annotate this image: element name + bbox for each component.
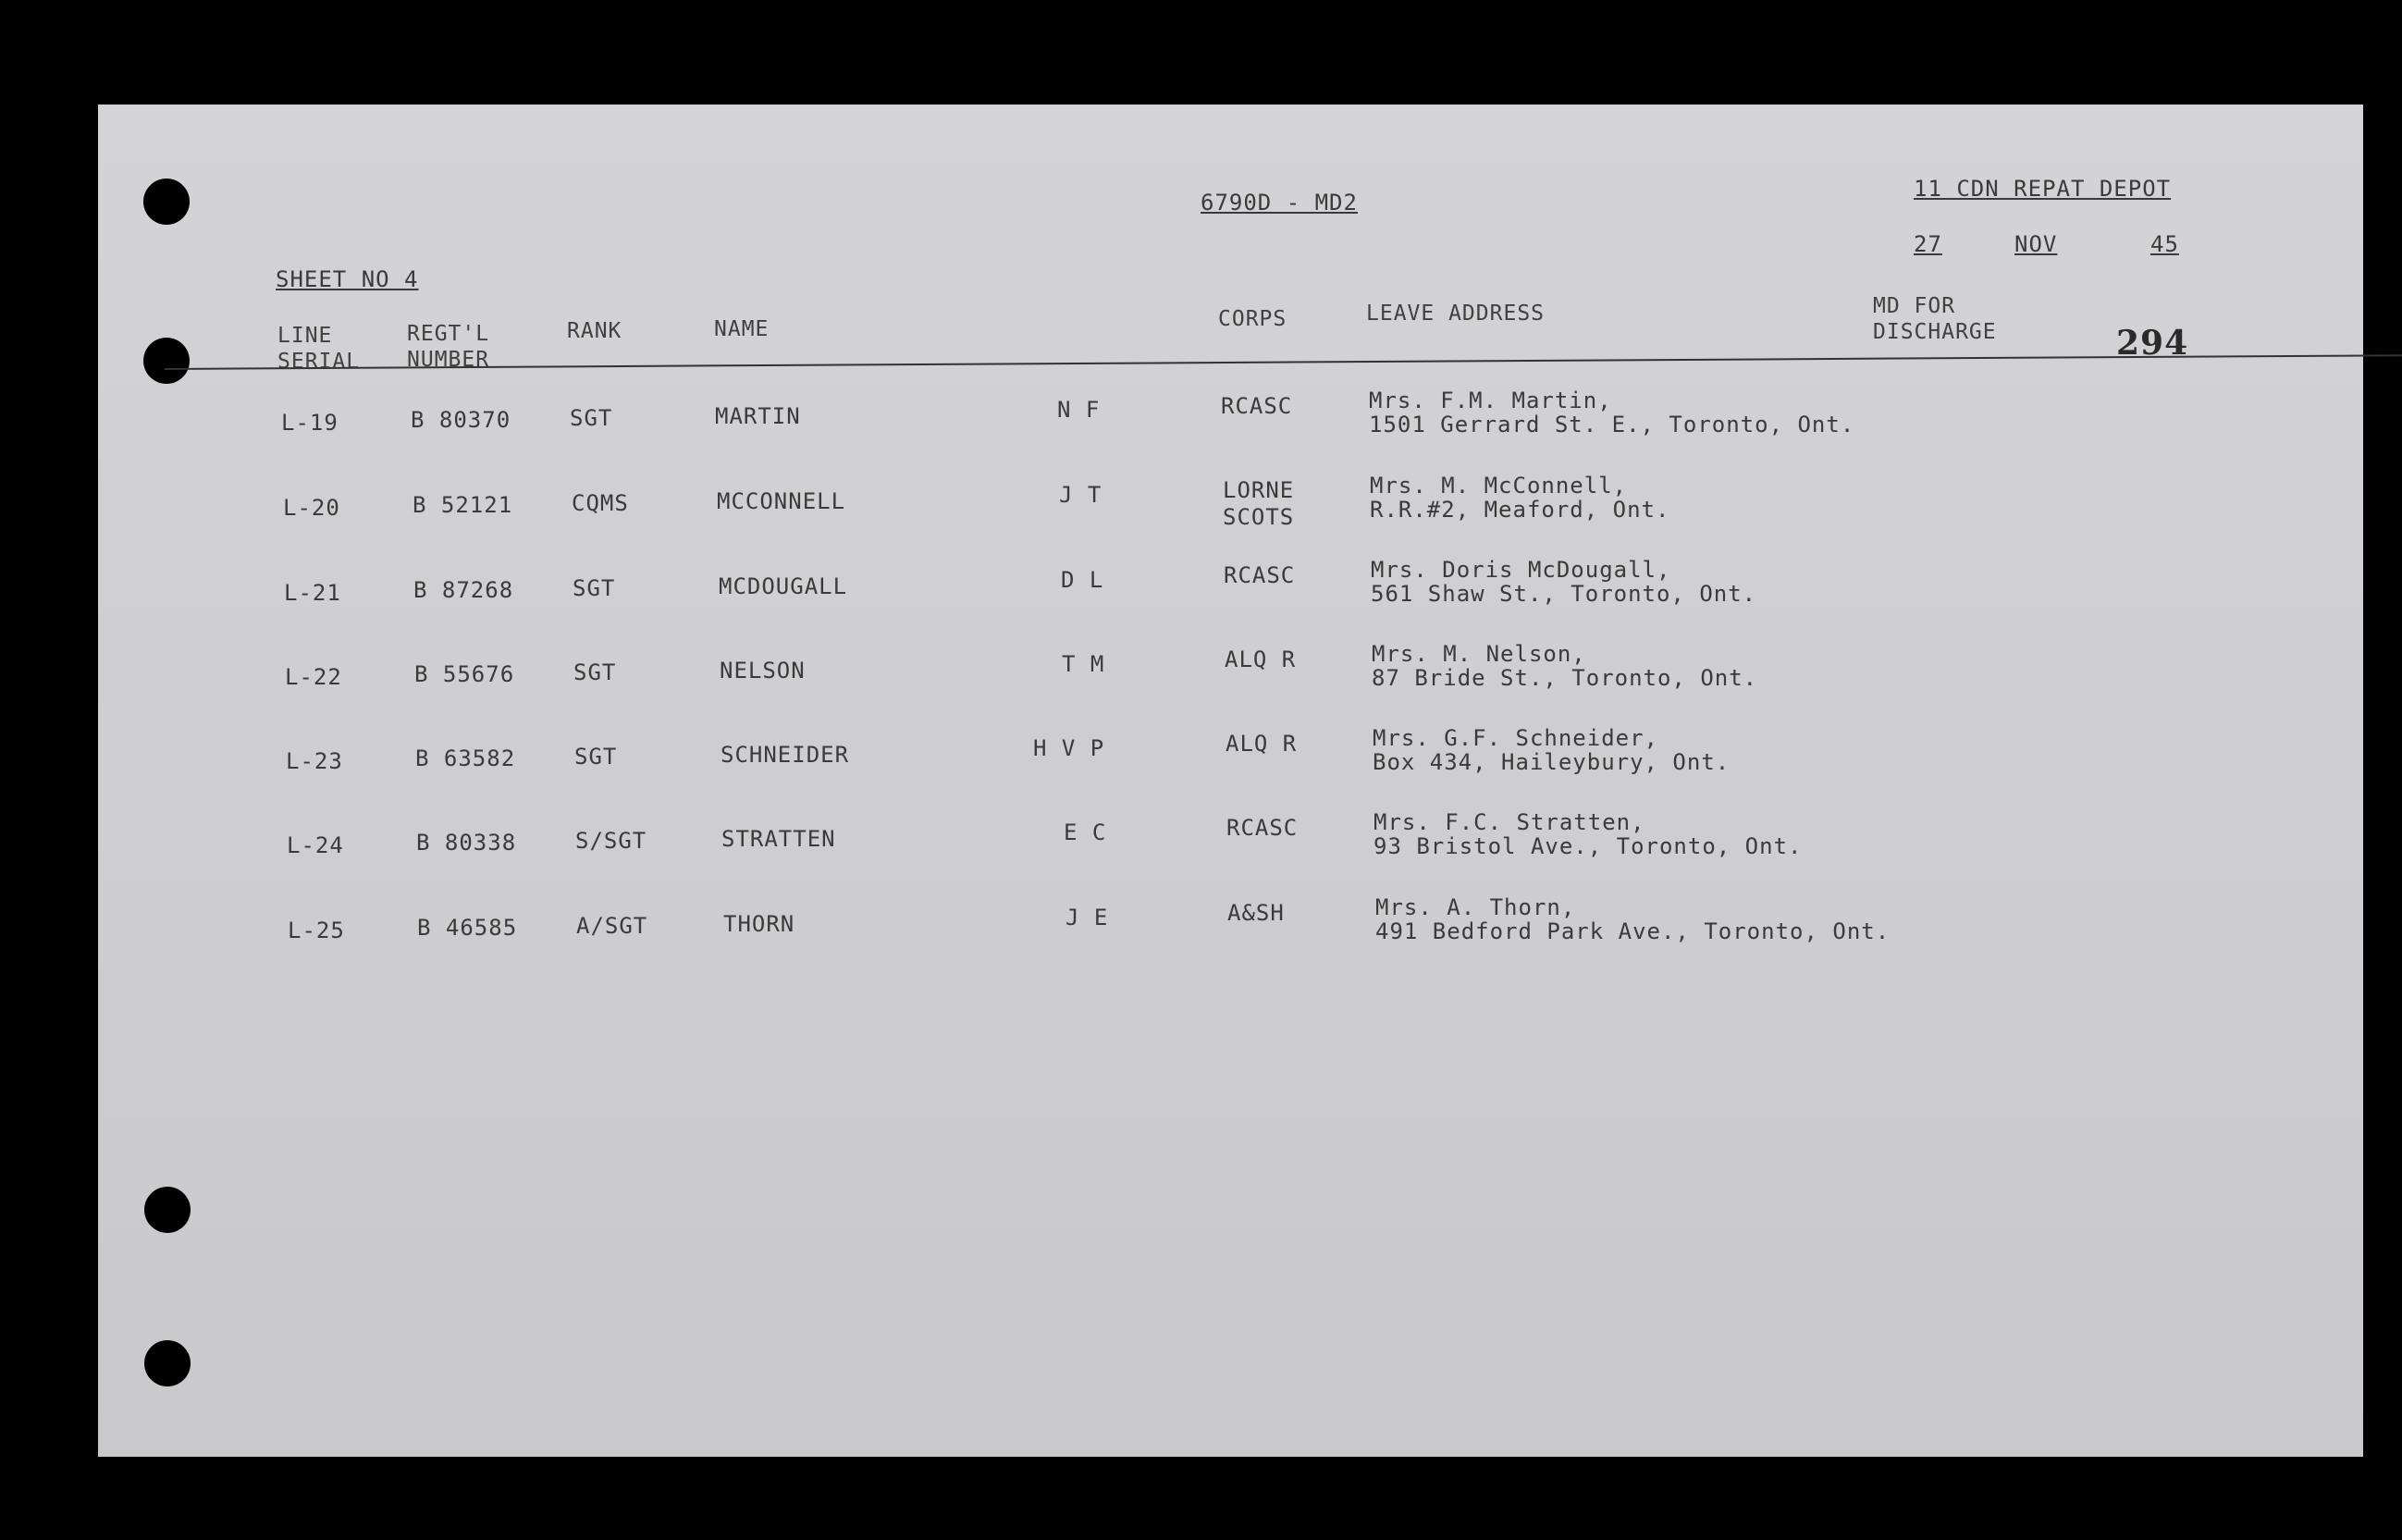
row-serial: L-21	[284, 580, 341, 606]
row-address	[1369, 388, 1854, 437]
date-day: 27	[1914, 231, 1942, 257]
row-address-line: Mrs. F.M. Martin,	[1369, 388, 1612, 413]
row-address	[1373, 810, 1802, 858]
row-corps	[1223, 477, 1294, 531]
col-rank: RANK	[567, 319, 622, 343]
file-reference: 6790D - MD2	[1201, 190, 1358, 216]
col-name: NAME	[714, 317, 770, 341]
col-serial-label: SERIAL	[277, 349, 361, 374]
row-number: B 52121	[413, 492, 513, 518]
row-name: STRATTEN	[721, 826, 836, 852]
row-name: MARTIN	[715, 403, 801, 429]
row-rank: A/SGT	[576, 913, 648, 939]
row-address	[1373, 726, 1730, 774]
row-corps-line: RCASC	[1224, 562, 1296, 588]
row-address-line: R.R.#2, Meaford, Ont.	[1370, 497, 1670, 523]
row-corps	[1226, 815, 1298, 842]
unit-name: 11 CDN REPAT DEPOT	[1914, 176, 2172, 202]
row-corps	[1227, 900, 1285, 927]
row-initials: N F	[1057, 397, 1101, 423]
row-corps-line: ALQ R	[1226, 731, 1298, 757]
row-serial: L-20	[283, 495, 340, 521]
binder-hole	[144, 1187, 191, 1233]
row-address-line: Mrs. A. Thorn,	[1375, 894, 1576, 920]
col-line-label: LINE	[277, 324, 333, 348]
row-number: B 80370	[411, 407, 511, 433]
row-address-line: 491 Bedford Park Ave., Toronto, Ont.	[1375, 918, 1891, 944]
row-rank: SGT	[573, 659, 617, 685]
row-address-line: Mrs. M. Nelson,	[1372, 641, 1586, 667]
row-corps-line: RCASC	[1226, 815, 1299, 841]
row-corps-line: ALQ R	[1225, 647, 1297, 672]
col-corps: CORPS	[1218, 307, 1287, 331]
row-corps-line: A&SH	[1227, 900, 1285, 926]
row-serial: L-23	[286, 748, 343, 774]
row-address-line: Mrs. Doris McDougall,	[1371, 557, 1671, 583]
row-address-line: 87 Bride St., Toronto, Ont.	[1372, 665, 1758, 691]
row-serial: L-24	[287, 832, 344, 858]
date-year: 45	[2150, 231, 2179, 257]
page-stamp: 294	[2116, 324, 2189, 363]
row-initials: J E	[1066, 905, 1109, 930]
row-address	[1371, 558, 1756, 606]
binder-hole	[144, 1340, 191, 1386]
row-serial: L-25	[288, 918, 345, 943]
sheet-number: SHEET NO 4	[276, 266, 419, 292]
date-month: NOV	[2014, 231, 2058, 257]
row-address-line: 561 Shaw St., Toronto, Ont.	[1371, 581, 1757, 607]
row-corps	[1221, 393, 1292, 420]
row-initials: T M	[1062, 651, 1105, 677]
row-name: THORN	[723, 911, 795, 937]
binder-hole	[143, 338, 190, 384]
col-regtl-label: REGT'L	[407, 322, 490, 346]
row-initials: J T	[1059, 482, 1102, 508]
row-serial: L-22	[285, 664, 342, 690]
row-address	[1375, 895, 1890, 943]
col-discharge-label: DISCHARGE	[1873, 319, 1997, 344]
row-corps-line: LORNE	[1223, 477, 1295, 503]
col-regtl-number	[407, 322, 489, 373]
row-rank: SGT	[573, 575, 616, 601]
row-corps	[1226, 731, 1297, 758]
binder-hole	[143, 179, 190, 225]
row-rank: SGT	[570, 405, 613, 431]
col-md-for-label: MD FOR	[1873, 294, 1956, 318]
row-number: B 55676	[414, 661, 515, 687]
row-name: SCHNEIDER	[721, 742, 850, 768]
row-address-line: Mrs. M. McConnell,	[1370, 473, 1628, 499]
row-corps-line: RCASC	[1221, 393, 1293, 419]
row-rank: CQMS	[572, 490, 629, 516]
row-rank: S/SGT	[575, 828, 647, 854]
row-number: B 80338	[416, 830, 517, 856]
col-number-label: NUMBER	[407, 347, 490, 372]
row-address-line: 1501 Gerrard St. E., Toronto, Ont.	[1369, 412, 1855, 437]
row-address-line: Mrs. G.F. Schneider,	[1373, 725, 1658, 751]
row-name: MCCONNELL	[717, 488, 846, 514]
row-corps	[1224, 562, 1295, 589]
row-name: NELSON	[720, 658, 806, 684]
row-number: B 63582	[415, 745, 516, 771]
row-address	[1370, 474, 1669, 522]
row-number: B 46585	[417, 915, 518, 941]
row-initials: E C	[1064, 819, 1107, 845]
row-serial: L-19	[281, 410, 339, 436]
row-corps	[1225, 647, 1296, 673]
row-address	[1372, 642, 1757, 690]
row-name: MCDOUGALL	[719, 573, 848, 599]
row-initials: H V P	[1033, 735, 1105, 761]
row-address-line: 93 Bristol Ave., Toronto, Ont.	[1373, 833, 1803, 859]
row-address-line: Mrs. F.C. Stratten,	[1373, 809, 1645, 835]
row-number: B 87268	[413, 577, 514, 603]
row-initials: D L	[1061, 567, 1104, 593]
col-leave-address: LEAVE ADDRESS	[1366, 302, 1546, 326]
col-md-for-discharge	[1873, 294, 1997, 345]
row-rank: SGT	[574, 744, 618, 770]
row-corps-line: SCOTS	[1223, 503, 1295, 530]
row-address-line: Box 434, Haileybury, Ont.	[1373, 749, 1731, 775]
